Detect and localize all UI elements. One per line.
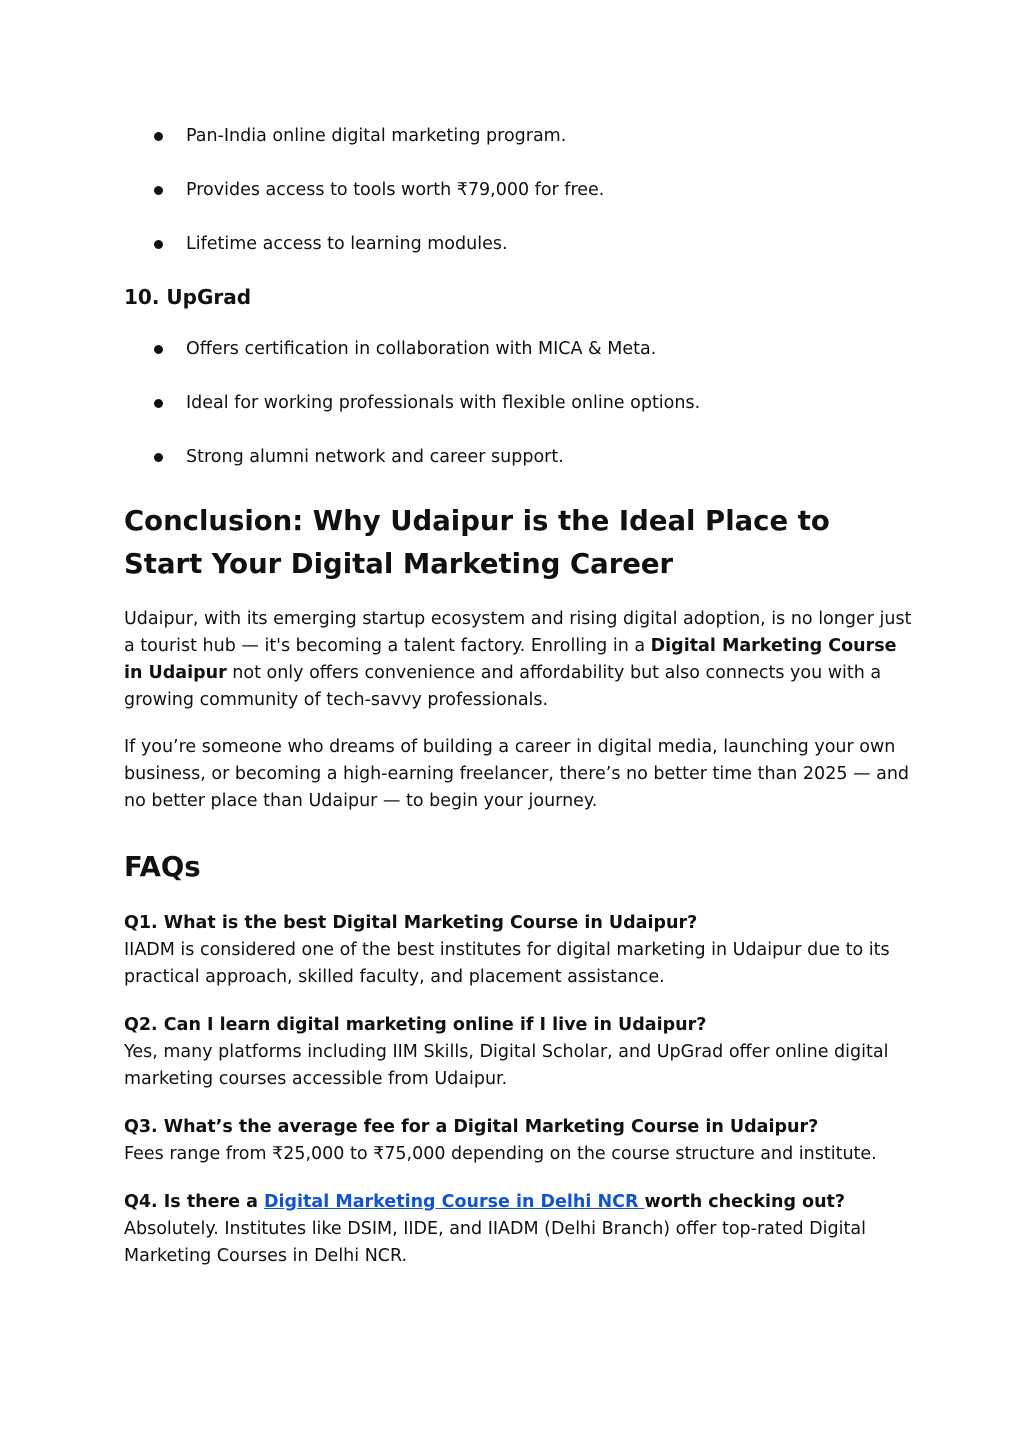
bullet-list-upgrad: [124, 336, 700, 498]
conclusion-heading: Conclusion: Why Udaipur is the Ideal Place to Start Your Digital Marketing Career: [124, 505, 830, 580]
faq-question-text: Q4. Is there a: [124, 1192, 264, 1212]
faqs-heading: FAQs: [124, 851, 201, 883]
list-item: [124, 390, 700, 444]
faq-answer: Fees range from ₹25,000 to ₹75,000 depending on the course structure and institute.: [124, 1144, 877, 1164]
list-item: [124, 177, 604, 231]
bullet-icon: [154, 240, 163, 249]
paragraph-text: Udaipur, with its emerging startup ecosystem and rising digital adoption, is no longer just a tourist hub — it's becoming a talent factory. Enrolling in a: [124, 609, 912, 656]
section-heading-upgrad: 10. UpGrad: [124, 285, 252, 309]
paragraph-text: not only offers convenience and affordability but also connects you with a growing community of tech-savvy professionals.: [124, 663, 882, 710]
list-item-text: Ideal for working professionals with flexible online options.: [186, 393, 701, 413]
list-item-text: Strong alumni network and career support.: [186, 447, 564, 467]
bullet-list-features: [124, 123, 604, 285]
faq-answer: IIADM is considered one of the best institutes for digital marketing in Udaipur due to its practical approach, skilled faculty, and placement assistance.: [124, 940, 890, 987]
faq-answer: Absolutely. Institutes like DSIM, IIDE, and IIADM (Delhi Branch) offer top-rated Digital Marketing Courses in Delhi NCR.: [124, 1219, 866, 1266]
bullet-icon: [154, 345, 163, 354]
list-item: [124, 231, 604, 285]
faq-question: Q2. Can I learn digital marketing online if I live in Udaipur?: [124, 1015, 707, 1035]
faq-item-3: [124, 1114, 914, 1168]
list-item-text: Provides access to tools worth ₹79,000 for free.: [186, 180, 605, 200]
bullet-icon: [154, 453, 163, 462]
list-item-text: Offers certification in collaboration with MICA & Meta.: [186, 339, 657, 359]
bullet-icon: [154, 132, 163, 141]
list-item: [124, 336, 700, 390]
bold-keyword: Digital Marketing Course in Udaipur: [124, 636, 897, 683]
faq-item-1: [124, 910, 914, 991]
faq-question: Q3. What’s the average fee for a Digital Marketing Course in Udaipur?: [124, 1117, 819, 1137]
faq-question: [124, 1189, 914, 1216]
faq-question: Q1. What is the best Digital Marketing Course in Udaipur?: [124, 913, 698, 933]
list-item-text: Lifetime access to learning modules.: [186, 234, 508, 254]
list-item-text: Pan-India online digital marketing program.: [186, 126, 567, 146]
conclusion-paragraph-1: [124, 606, 914, 714]
conclusion-paragraph-2: If you’re someone who dreams of building a career in digital media, launching your own business, or becoming a high-earning freelancer, there’s no better time than 2025 — and no better place than Udaipur — to begin your journey.: [124, 737, 910, 811]
faq-question-text: worth checking out?: [644, 1192, 846, 1212]
faq-item-2: [124, 1012, 914, 1093]
faq-answer: Yes, many platforms including IIM Skills, Digital Scholar, and UpGrad offer online digital marketing courses accessible from Udaipur.: [124, 1042, 889, 1089]
bullet-icon: [154, 186, 163, 195]
list-item: [124, 444, 700, 498]
bullet-icon: [154, 399, 163, 408]
faq-item-4: [124, 1189, 914, 1270]
delhi-ncr-course-link[interactable]: Digital Marketing Course in Delhi NCR: [264, 1192, 645, 1212]
list-item: [124, 123, 604, 177]
